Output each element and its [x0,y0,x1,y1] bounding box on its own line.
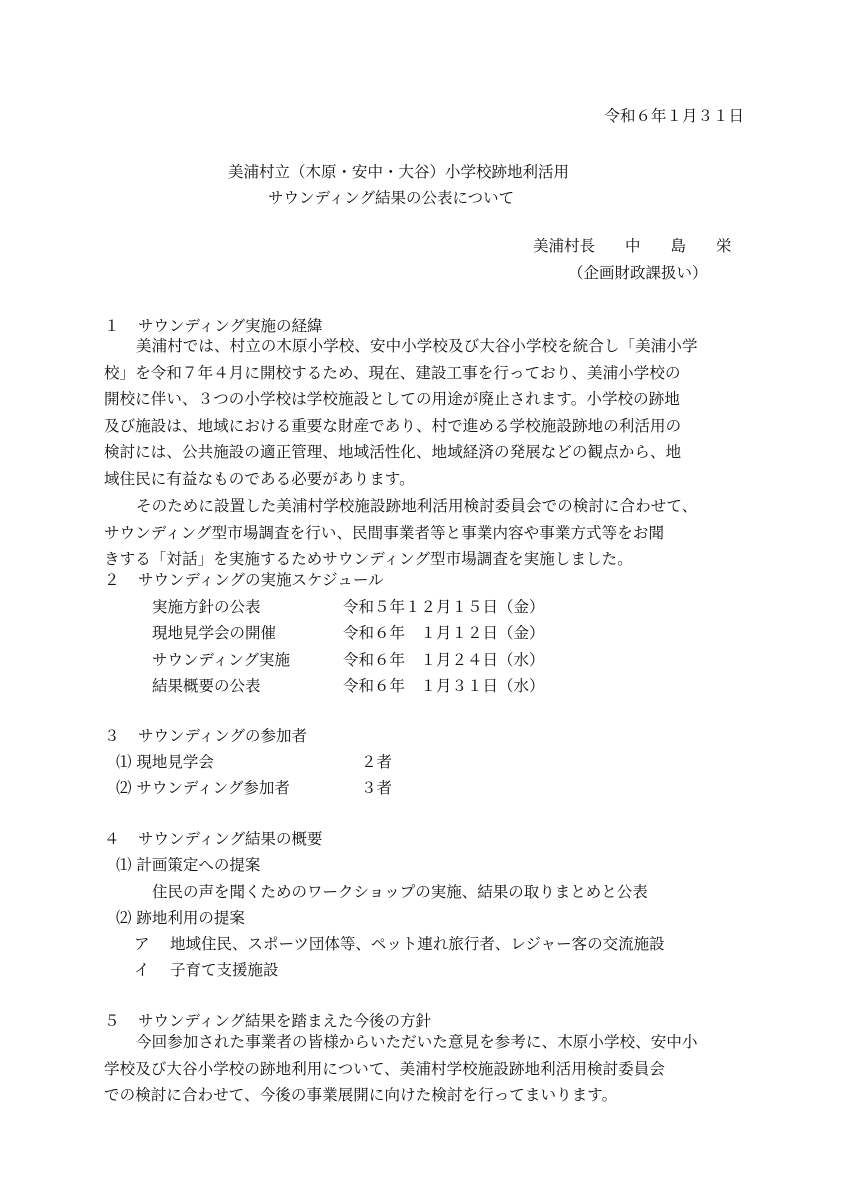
section3-number: ３ [104,727,120,745]
author [533,234,732,256]
section2-title: サウンディングの実施スケジュール [138,571,384,589]
section5-number: ５ [104,1012,120,1030]
schedule-date: 令和６年 １月１２日（金） [343,624,545,642]
section2-heading [104,568,384,590]
section1-number: １ [104,317,120,335]
section4-title: サウンディング結果の概要 [138,830,323,848]
section1-paragraph2 [104,493,744,573]
participant-label: ⑵ サウンディング参加者 [116,779,290,797]
schedule-date: 令和６年 １月３１日（水） [343,677,545,695]
author-name-3: 栄 [716,237,732,255]
paragraph-line: 検討には、公共施設の適正管理、地域活性化、地域経済の発展などの観点から、地 [104,443,682,462]
paragraph-line: 開校に伴い、３つの小学校は学校施設としての用途が廃止されます。小学校の跡地 [104,390,680,409]
paragraph-line: そのために設置した美浦村学校施設跡地利活用検討委員会での検討に合わせて、 [136,497,698,515]
schedule-row [152,621,545,643]
section3-title: サウンディングの参加者 [138,727,307,745]
section1-paragraph1 [104,333,744,493]
schedule-row [152,674,545,696]
paragraph-line: 学校及び大谷小学校の跡地利用について、美浦村学校施設跡地利活用検討委員会 [104,1059,665,1078]
section4-sub1-heading: ⑴ 計画策定への提案 [116,856,261,874]
paragraph-line: 校」を令和７年４月に開校するため、現在、建設工事を行っており、美浦小学校の [104,363,681,382]
section5-heading [104,1009,431,1031]
section4-number: ４ [104,830,120,848]
document-title-line1: 美浦村立（木原・安中・大谷）小学校跡地利活用 [228,163,570,181]
paragraph-line: 及び施設は、地域における重要な財産であり、村で進める学校施設跡地の利活用の [104,416,682,435]
author-title: 美浦村長 [533,237,596,255]
paragraph-line: きする「対話」を実施するためサウンディング型市場調査を実施しました。 [104,550,633,569]
proposal-item [134,932,665,954]
paragraph-line: での検討に合わせて、今後の事業展開に向けた検討を行ってまいります。 [104,1086,618,1105]
paragraph-line: 美浦村では、村立の木原小学校、安中小学校及び大谷小学校を統合し「美浦小学 [136,337,698,355]
proposal-item [134,958,279,980]
section4-sub2-heading: ⑵ 跡地利用の提案 [116,909,245,927]
document-date: 令和６年１月３１日 [604,107,744,125]
schedule-row [152,595,545,617]
section2-number: ２ [104,571,120,589]
schedule-label: サウンディング実施 [152,651,290,669]
participant-label: ⑴ 現地見学会 [116,753,214,771]
author-name-2: 島 [670,237,687,255]
participant-count: ２者 [361,753,393,771]
department: （企画財政課扱い） [568,264,708,282]
proposal-mark: ア [134,935,150,953]
paragraph-line: サウンディング型市場調査を行い、民間事業者等と事業内容や事業方式等をお聞 [104,523,665,542]
participant-count: ３者 [361,779,393,797]
proposal-mark: イ [134,961,150,979]
proposal-text: 地域住民、スポーツ団体等、ペット連れ旅行者、レジャー客の交流施設 [170,935,665,953]
schedule-row [152,648,545,670]
schedule-label: 結果概要の公表 [152,677,261,695]
paragraph-line: 域住民に有益なものである必要があります。 [104,469,415,488]
participant-row [116,776,392,798]
participant-row [116,750,392,772]
section4-heading [104,827,322,849]
section1-title: サウンディング実施の経緯 [138,317,323,335]
document-title-line2: サウンディング結果の公表について [268,189,515,207]
schedule-label: 現地見学会の開催 [152,624,277,642]
section4-sub1-text: 住民の声を聞くためのワークショップの実施、結果の取りまとめと公表 [152,883,648,901]
schedule-label: 実施方針の公表 [152,598,261,616]
section3-heading [104,724,307,746]
schedule-date: 令和５年１２月１５日（金） [343,598,545,616]
section5-paragraph [104,1029,744,1109]
schedule-date: 令和６年 １月２４日（水） [343,651,545,669]
section5-title: サウンディング結果を踏まえた今後の方針 [138,1012,431,1030]
paragraph-line: 今回参加された事業者の皆様からいただいた意見を参考に、木原小学校、安中小 [136,1033,698,1051]
proposal-text: 子育て支援施設 [170,961,279,979]
author-name-1: 中 [625,237,641,255]
